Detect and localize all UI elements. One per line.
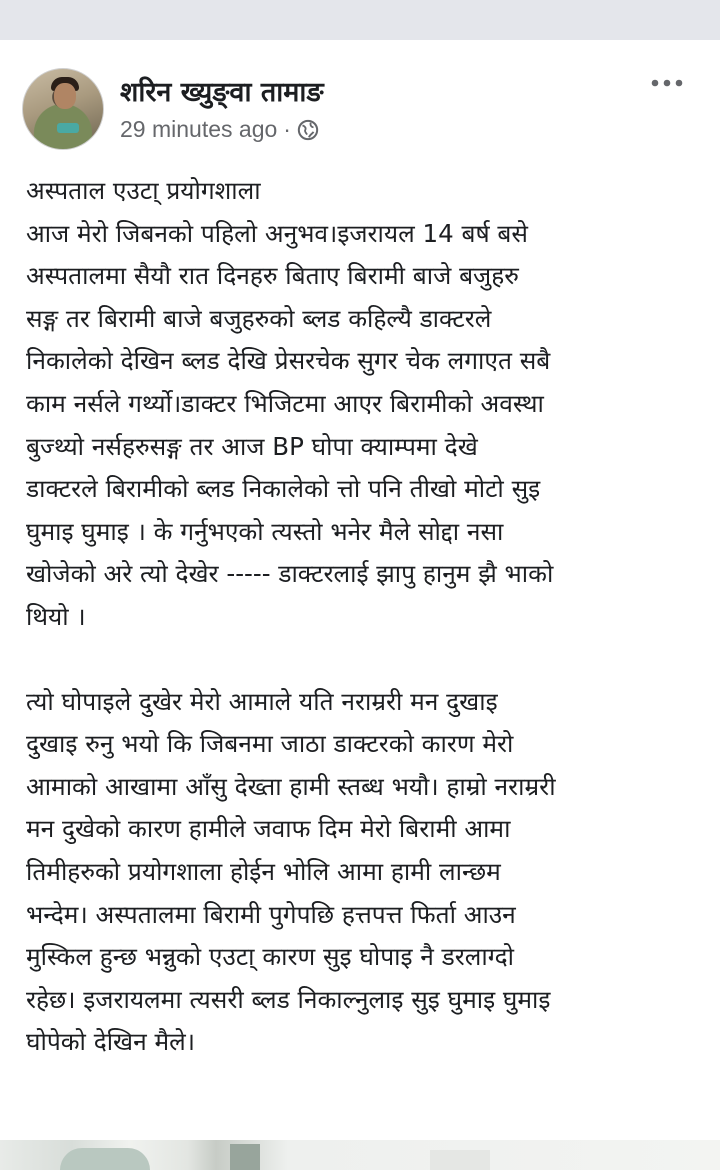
post-line: खोजेको अरे त्यो देखेर ----- डाक्टरलाई झापु हानुम झै भाको — [26, 559, 554, 589]
post-line: मन दुखेको कारण हामीले जवाफ दिम मेरो बिरामी आमा — [26, 814, 511, 844]
post-line: थियो । — [26, 601, 86, 631]
avatar-cup — [57, 123, 79, 133]
post-meta — [120, 116, 319, 143]
post-line: भन्देम। अस्पतालमा बिरामी पुगेपछि हत्तपत्त फिर्ता आउन — [26, 899, 516, 929]
post-line: काम नर्सले गर्थ्यो।डाक्टर भिजिटमा आएर बिरामीको अवस्था — [26, 388, 544, 418]
post-header — [22, 58, 698, 148]
author-avatar[interactable] — [22, 68, 104, 150]
post-timestamp[interactable]: 29 minutes ago — [120, 116, 278, 142]
post-paragraph-2 — [26, 681, 708, 1064]
globe-icon[interactable] — [297, 119, 319, 141]
post-line: घुमाइ घुमाइ । के गर्नुभएको त्यस्तो भनेर मैले सोद्दा नसा — [26, 516, 504, 546]
post-line: दुखाइ रुनु भयो कि जिबनमा जाठा डाक्टरको कारण मेरो — [26, 729, 514, 759]
photo-shape — [230, 1144, 260, 1170]
post-line: घोपेको देखिन मैले। — [26, 1027, 196, 1057]
photo-shape — [430, 1150, 490, 1170]
post-line: डाक्टरले बिरामीको ब्लड निकालेको त्तो पनि तीखो मोटो सुइ — [26, 474, 541, 504]
feed-top-strip — [0, 0, 720, 40]
post-line: आज मेरो जिबनको पहिलो अनुभव।इजरायल 14 बर्ष बसे — [26, 218, 528, 248]
post-line: बुज्थ्यो नर्सहरुसङ्ग तर आज BP घोपा क्याम्पमा देखे — [26, 431, 478, 461]
attached-photo-preview[interactable] — [0, 1140, 720, 1170]
post-line: सङ्ग तर बिरामी बाजे बजुहरुको ब्लड कहिल्यै डाक्टरले — [26, 303, 492, 333]
author-name[interactable]: शरिन ख्युङ्वा तामाङ — [120, 77, 324, 108]
meta-separator: · — [283, 116, 291, 142]
post-paragraph-1 — [26, 170, 708, 639]
post-body — [26, 170, 708, 1064]
post-line: अस्पतालमा सैयौ रात दिनहरु बिताए बिरामी बाजे बजुहरु — [26, 261, 519, 291]
post-line: आमाको आखामा आँसु देख्ता हामी स्तब्ध भयौ। हाम्रो नराम्ररी — [26, 771, 556, 801]
photo-shape — [60, 1148, 150, 1170]
post-line: त्यो घोपाइले दुखेर मेरो आमाले यति नराम्ररी मन दुखाइ — [26, 686, 498, 716]
post-line: मुस्किल हुन्छ भन्नुको एउटा् कारण सुइ घोपाइ नै डरलाग्दो — [26, 942, 514, 972]
more-options-icon[interactable] — [650, 76, 684, 90]
post-line: अस्पताल एउटा् प्रयोगशाला — [26, 176, 261, 205]
post-card — [0, 40, 720, 1140]
post-line: रहेछ। इजरायलमा त्यसरी ब्लड निकाल्नुलाइ सुइ घुमाइ घुमाइ — [26, 984, 551, 1014]
avatar-face — [54, 83, 76, 109]
post-line: तिमीहरुको प्रयोगशाला होईन भोलि आमा हामी लान्छम — [26, 856, 501, 886]
post-line: निकालेको देखिन ब्लड देखि प्रेसरचेक सुगर चेक लगाएत सबै — [26, 346, 551, 376]
paragraph-spacer — [26, 639, 708, 681]
